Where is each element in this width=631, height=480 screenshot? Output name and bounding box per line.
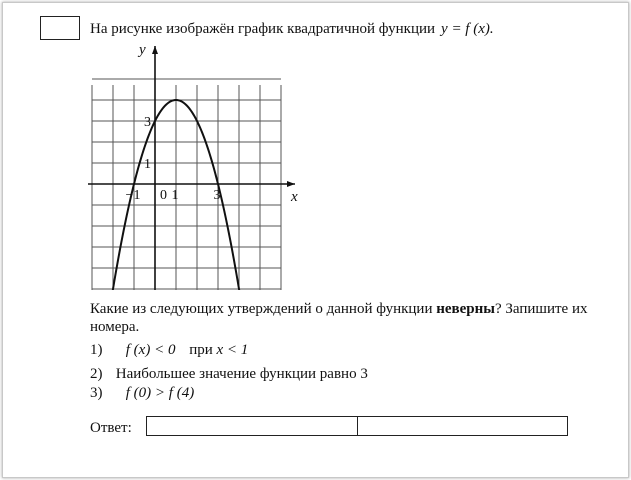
answer-cell-2[interactable] [357, 417, 568, 435]
x-tick-label: 3 [213, 188, 221, 203]
prompt-before: Какие из следующих утверждений о данной функции [90, 301, 437, 317]
option-number: 3) [90, 385, 103, 401]
answer-cell-1[interactable] [147, 417, 357, 435]
option-math-2: x < 1 [216, 342, 249, 358]
option-text: Наибольшее значение функции равно 3 [115, 366, 368, 382]
option-math: f (0) > f (4) [125, 385, 195, 401]
x-axis-arrow [287, 181, 295, 187]
option-number: 2) [90, 366, 103, 382]
function-graph [80, 40, 310, 290]
answer-box[interactable] [146, 416, 568, 436]
option-3 [90, 385, 194, 402]
x-tick-label: 0 [160, 188, 167, 203]
prompt-bold: неверны [436, 301, 495, 317]
option-math: f (x) < 0 [125, 342, 176, 358]
x-tick-label: −1 [125, 188, 141, 203]
y-tick-label: 1 [144, 157, 151, 172]
option-1 [90, 342, 248, 359]
question-label: На рисунке изображён график квадратичной функции [90, 21, 436, 37]
tick-labels [126, 42, 298, 205]
answer-label: Ответ: [90, 420, 132, 436]
x-axis-label: x [291, 189, 298, 205]
x-tick-label: 1 [171, 188, 179, 203]
y-axis-label: y [139, 42, 146, 58]
option-text: при [189, 342, 213, 358]
option-2 [90, 366, 368, 383]
question-formula: y = f (x). [441, 21, 494, 37]
task-number-box [40, 16, 80, 40]
option-number: 1) [90, 342, 103, 358]
prompt-after: ? Запишите их номера. [90, 301, 588, 335]
y-tick-label: 3 [144, 115, 151, 130]
prompt-text [90, 300, 590, 336]
question-text [90, 21, 494, 38]
y-axis-arrow [152, 46, 158, 54]
